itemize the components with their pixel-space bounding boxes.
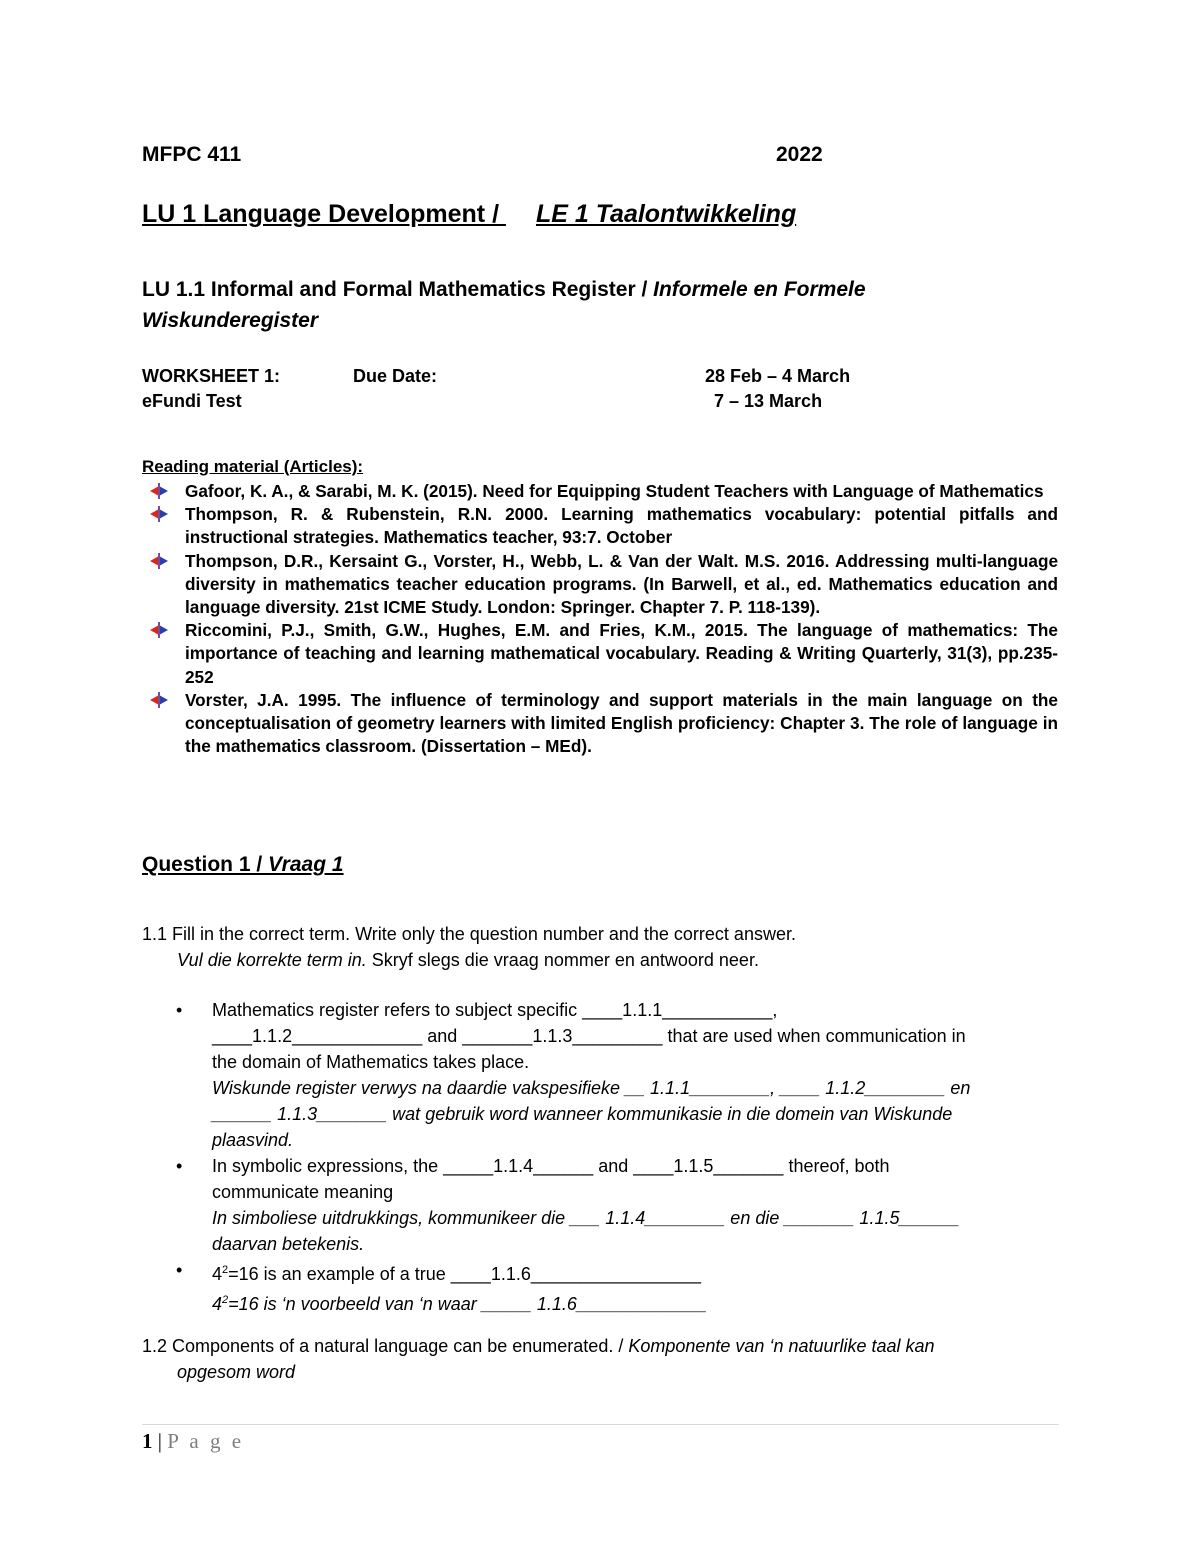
question-1-1-af: [177, 947, 759, 973]
footer-separator: |: [152, 1429, 168, 1453]
page-label: P a g e: [167, 1429, 245, 1453]
bullet-3-af-sup: 2: [222, 1294, 229, 1306]
reading-item-text: Riccomini, P.J., Smith, G.W., Hughes, E.M. and Fries, K.M., 2015. The language of mathematics: The importance of teaching and learning mathematical vocabulary. Reading & Writing Quarterly, 31(3), pp.235-252: [185, 620, 1058, 687]
subtitle-english: LU 1.1 Informal and Formal Mathematics Register /: [142, 278, 654, 301]
bullet-1-en-1: Mathematics register refers to subject specific ____1.1.1___________,: [212, 1000, 778, 1020]
bullet-1-af-2: ______ 1.1.3_______ wat gebruik word wanneer kommunikasie in die domein van Wiskunde: [212, 1104, 953, 1124]
arrow-bullet-icon: [150, 506, 168, 522]
list-item: [172, 1257, 1052, 1317]
footer-divider: [142, 1424, 1059, 1425]
bullet-1-af-1: Wiskunde register verwys na daardie vakspesifieke __ 1.1.1________, ____ 1.1.2________ en: [212, 1078, 971, 1098]
question-1-2-en: 1.2 Components of a natural language can be enumerated. /: [142, 1336, 629, 1356]
reading-item-text: Thompson, D.R., Kersaint G., Vorster, H., Webb, L. & Van der Walt. M.S. 2016. Addressing multi-language diversity in mathematics teacher education programs. (In Barwell, et al., ed. Mathematics education and language diversity. 21st ICME Study. London: Springer. Chapter 7. P. 118-139).: [185, 550, 1058, 618]
bullet-3-en-sup: 2: [222, 1264, 229, 1276]
title-afrikaans: LE 1 Taalontwikkeling: [535, 200, 797, 228]
page-footer: [142, 1429, 244, 1454]
bullet-1-en-2: ____1.1.2_____________ and _______1.1.3_________ that are used when communication in: [212, 1026, 966, 1046]
question-1-1-list: [172, 997, 1052, 1317]
bullet-2-en-1: In symbolic expressions, the _____1.1.4______ and ____1.1.5_______ thereof, both: [212, 1156, 890, 1176]
reading-item-text: Gafoor, K. A., & Sarabi, M. K. (2015). Need for Equipping Student Teachers with Language of Mathematics: [185, 481, 1044, 501]
arrow-bullet-icon: [150, 483, 168, 499]
question-1-2-af-2: opgesom word: [177, 1362, 296, 1382]
reading-item: [150, 550, 1058, 620]
arrow-bullet-icon: [150, 622, 168, 638]
reading-heading: Reading material (Articles):: [142, 457, 364, 476]
test-value: 7 – 13 March: [714, 391, 823, 411]
list-item: [172, 997, 1052, 1153]
reading-item: [150, 503, 1058, 549]
question-1-2: [142, 1333, 935, 1359]
bullet-3-en: [212, 1257, 1052, 1287]
reading-item: [150, 619, 1058, 689]
test-label: eFundi Test: [142, 391, 242, 411]
question-1-1-af-rest: Skryf slegs die vraag nommer en antwoord neer.: [366, 950, 759, 970]
title-english: Language Development /: [203, 200, 506, 228]
reading-item-text: Vorster, J.A. 1995. The influence of terminology and support materials in the main language on the conceptualisation of geometry learners with limited English proficiency: Chapter 3. The role of language in the mathematics classroom. (Dissertation – MEd).: [185, 689, 1058, 757]
due-date-value: 28 Feb – 4 March: [705, 366, 851, 386]
question-1-1-af-italic: Vul die korrekte term in.: [177, 950, 367, 970]
bullet-3-af-rest: =16 is ‘n voorbeeld van ‘n waar _____ 1.1.6_____________: [228, 1294, 708, 1314]
page-number: 1: [142, 1429, 153, 1453]
bullet-3-en-base: 4: [212, 1264, 223, 1284]
subtitle-line-1: [142, 278, 866, 302]
bullet-3-af-base: 4: [212, 1294, 223, 1314]
arrow-bullet-icon: [150, 692, 168, 708]
title-prefix: LU 1: [142, 200, 204, 228]
arrow-bullet-icon: [150, 553, 168, 569]
list-item: [172, 1153, 1052, 1257]
bullet-1-af-3: plaasvind.: [212, 1130, 294, 1150]
question-1-2-af-1: Komponente van ‘n natuurlike taal kan: [628, 1336, 935, 1356]
year: 2022: [776, 143, 823, 166]
reading-item: [150, 689, 1058, 759]
worksheet-label: WORKSHEET 1:: [142, 366, 281, 386]
question-1-heading-af: Vraag 1: [268, 853, 344, 876]
reading-list: [150, 480, 1058, 758]
bullet-1-en-3: the domain of Mathematics takes place.: [212, 1052, 530, 1072]
bullet-2-af-2: daarvan betekenis.: [212, 1234, 365, 1254]
subtitle-afrikaans-1: Informele en Formele: [653, 278, 866, 301]
bullet-3-en-rest: =16 is an example of a true ____1.1.6_________________: [228, 1264, 702, 1284]
subtitle-afrikaans-2: Wiskunderegister: [142, 309, 319, 332]
bullet-dot-icon: •: [176, 1260, 183, 1280]
due-date-label: Due Date:: [353, 366, 438, 386]
reading-item-text: Thompson, R. & Rubenstein, R.N. 2000. Learning mathematics vocabulary: potential pitfalls and instructional strategies. Mathematics teacher, 93:7. October: [185, 504, 1058, 548]
bullet-dot-icon: •: [173, 999, 185, 1021]
page-title: [142, 200, 796, 229]
bullet-2-af-1: In simboliese uitdrukkings, kommunikeer die ___ 1.1.4________ en die _______ 1.1.5______: [212, 1208, 960, 1228]
reading-item: [150, 480, 1058, 503]
bullet-3-af: [212, 1287, 1052, 1317]
question-1-heading: [142, 853, 344, 877]
bullet-dot-icon: •: [176, 1156, 183, 1176]
course-code: MFPC 411: [142, 143, 242, 166]
bullet-2-en-2: communicate meaning: [212, 1182, 394, 1202]
question-1-heading-en: Question 1 /: [142, 853, 269, 876]
question-1-1-en: 1.1 Fill in the correct term. Write only the question number and the correct answer.: [142, 924, 796, 944]
